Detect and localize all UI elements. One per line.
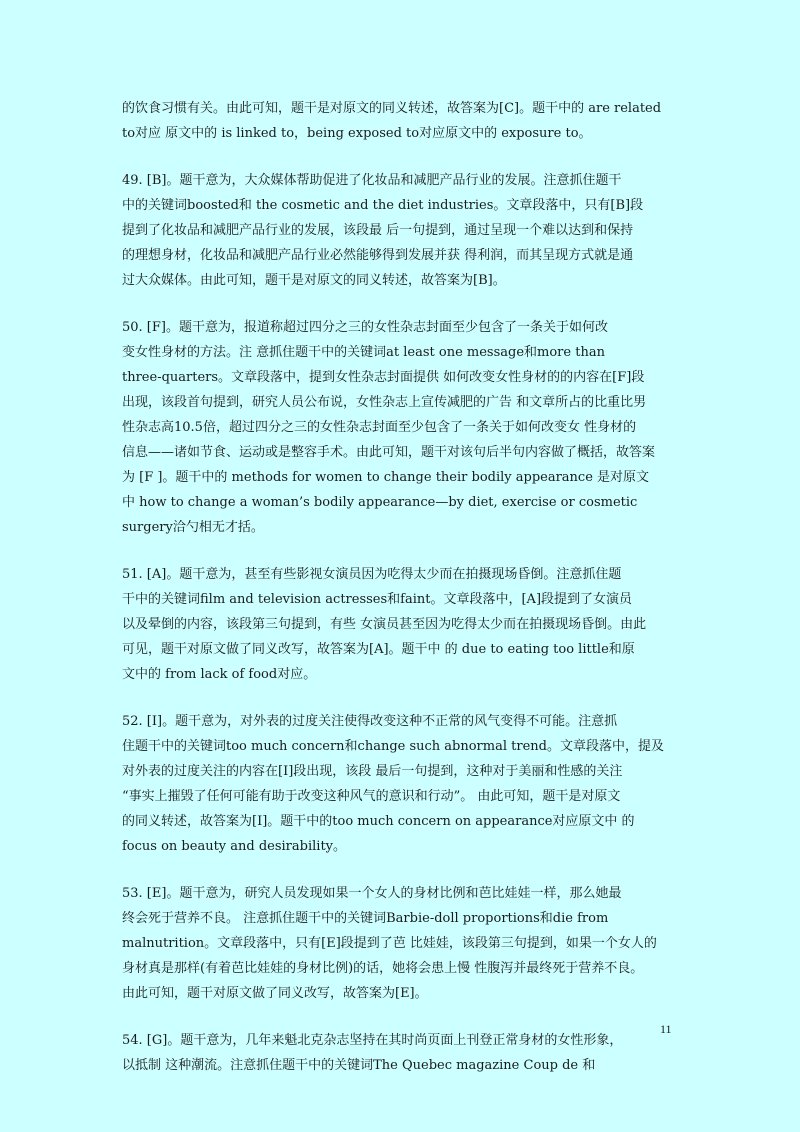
- text-line: 出现，该段首句提到，研究人员公布说，女性杂志上宣传减肥的广告 和文章所占的比重比男: [122, 395, 647, 410]
- text-line: 为 [F ]。题干中的 methods for women to change their bodily appearance 是对原文: [122, 470, 650, 485]
- text-line: three-quarters。文章段落中，提到女性杂志封面提供 如何改变女性身材的的内容在[F]段: [122, 370, 645, 385]
- text-line: 52. [I]。题干意为，对外表的过度关注使得改变这种不正常的风气变得不可能。注意抓: [122, 714, 618, 729]
- text-line: 变女性身材的方法。注 意抓住题干中的关键词at least one message和more than: [122, 345, 605, 360]
- text-line: 干中的关键词film and television actresses和faint。文章段落中，[A]段提到了女演员: [122, 592, 633, 607]
- text-line: to对应 原文中的 is linked to，being exposed to对应原文中的 exposure to。: [122, 126, 592, 141]
- text-line: 中的关键词boosted和 the cosmetic and the diet industries。文章段落中，只有[B]段: [122, 198, 644, 213]
- paragraph-50: [122, 315, 687, 540]
- text-line: 性杂志高10.5倍，超过四分之三的女性杂志封面至少包含了一条关于如何改变女 性身材的: [122, 420, 637, 435]
- text-line: “事实上摧毁了任何可能有助于改变这种风气的意识和行动”。 由此可知，题干是对原文: [122, 789, 621, 804]
- text-line: 终会死于营养不良。 注意抓住题干中的关键词Barbie-doll proportions和die from: [122, 911, 609, 926]
- text-line: 53. [E]。题干意为，研究人员发现如果一个女人的身材比例和芭比娃娃一样，那么她最: [122, 886, 622, 901]
- text-line: 过大众媒体。由此可知，题干是对原文的同义转述，故答案为[B]。: [122, 273, 506, 288]
- text-line: 信息——诸如节食、运动或是整容手术。由此可知，题干对该句后半句内容做了概括，故答案: [122, 445, 656, 460]
- text-line: 的同义转述，故答案为[I]。题干中的too much concern on appearance对应原文中 的: [122, 814, 635, 829]
- paragraph-48-tail: [122, 96, 687, 146]
- paragraph-52: [122, 709, 687, 859]
- paragraph-53: [122, 881, 687, 1006]
- text-line: 住题干中的关键词too much concern和change such abnormal trend。文章段落中，提及: [122, 739, 664, 754]
- text-line: 身材真是那样(有着芭比娃娃的身材比例)的话，她将会患上慢 性腹泻并最终死于营养不良。: [122, 961, 644, 976]
- text-line: 的饮食习惯有关。由此可知，题干是对原文的同义转述，故答案为[C]。题干中的 are related: [122, 101, 662, 116]
- text-line: 文中的 from lack of food对应。: [122, 667, 317, 682]
- text-line: 的理想身材，化妆品和减肥产品行业必然能够得到发展并获 得利润，而其呈现方式就是通: [122, 248, 634, 263]
- paragraph-51: [122, 562, 687, 687]
- text-line: 提到了化妆品和减肥产品行业的发展，该段最 后一句提到，通过呈现一个难以达到和保持: [122, 223, 634, 238]
- text-line: 51. [A]。题干意为，甚至有些影视女演员因为吃得太少而在拍摄现场昏倒。注意抓住题: [122, 567, 622, 582]
- text-line: 可见，题干对原文做了同义改写，故答案为[A]。题干中 的 due to eating too little和原: [122, 642, 635, 657]
- text-line: focus on beauty and desirability。: [122, 839, 347, 854]
- text-line: 以及晕倒的内容，该段第三句提到，有些 女演员甚至因为吃得太少而在拍摄现场昏倒。由此: [122, 617, 647, 632]
- text-line: 54. [G]。题干意为，几年来魁北克杂志坚持在其时尚页面上刊登正常身材的女性形象，: [122, 1033, 623, 1048]
- text-line: 以抵制 这种潮流。注意抓住题干中的关键词The Quebec magazine Coup de 和: [122, 1058, 596, 1073]
- paragraph-49: [122, 168, 687, 293]
- text-line: 对外表的过度关注的内容在[I]段出现，该段 最后一句提到，这种对于美丽和性感的关注: [122, 764, 623, 779]
- page-number: 11: [660, 1022, 672, 1036]
- text-line: malnutrition。文章段落中，只有[E]段提到了芭 比娃娃，该段第三句提到，如果一个女人的: [122, 936, 657, 951]
- text-line: 49. [B]。题干意为，大众媒体帮助促进了化妆品和减肥产品行业的发展。注意抓住题干: [122, 173, 622, 188]
- paragraph-54: [122, 1028, 687, 1078]
- text-line: 50. [F]。题干意为，报道称超过四分之三的女性杂志封面至少包含了一条关于如何改: [122, 320, 608, 335]
- text-line: 由此可知，题干对原文做了同义改写，故答案为[E]。: [122, 986, 428, 1001]
- text-line: surgery洽勺相无才括。: [122, 520, 264, 535]
- document-body: [122, 96, 687, 1100]
- text-line: 中 how to change a woman’s bodily appearance—by diet, exercise or cosmetic: [122, 495, 638, 510]
